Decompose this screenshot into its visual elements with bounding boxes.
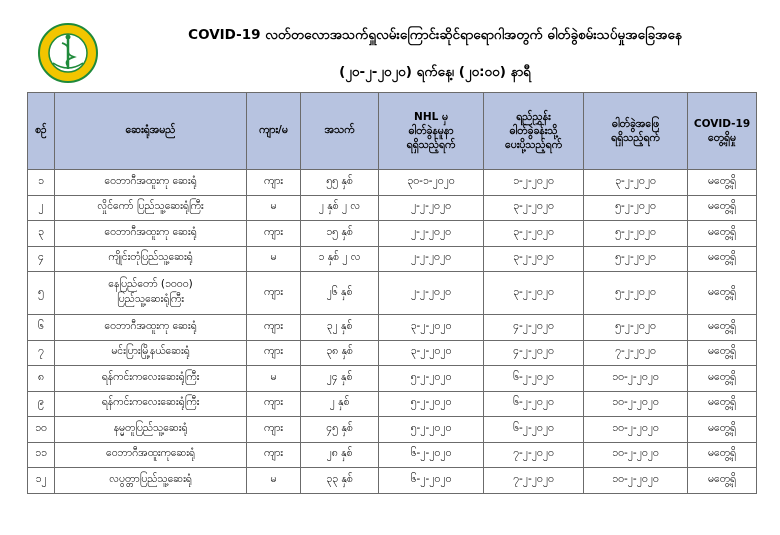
sent-date: ၄-၂-၂၀၂၀ xyxy=(484,340,584,366)
page-subtitle: (၂၀-၂-၂၀၂၀) ရက်နေ့၊ (၂၀:၀၀) နာရီ xyxy=(339,64,531,80)
covid-status: မတွေ့ရှိ xyxy=(688,246,757,272)
row-number: ၉ xyxy=(28,391,55,417)
age-cell: ၂၈ နှစ် xyxy=(301,442,379,468)
covid-status: မတွေ့ရှိ xyxy=(688,340,757,366)
nhl-received-date: ၃၀-၁-၂၀၂၀ xyxy=(379,170,484,196)
age-cell: ၃၃ နှစ် xyxy=(301,468,379,494)
hospital-name: လပွတ္တာပြည်သူ့ဆေးရုံ xyxy=(55,468,247,494)
covid-status: မတွေ့ရှိ xyxy=(688,417,757,443)
sent-date: ၆-၂-၂၀၂၀ xyxy=(484,391,584,417)
nhl-received-date: ၂-၂-၂၀၂၀ xyxy=(379,195,484,221)
result-date: ၅-၂-၂၀၂၀ xyxy=(584,195,688,221)
row-number: ၁ xyxy=(28,170,55,196)
sent-date: ၃-၂-၂၀၂၀ xyxy=(484,272,584,315)
hospital-name: နေပြည်တော် (၁၀၀၀) ပြည်သူ့ဆေးရုံကြီး xyxy=(55,272,247,315)
age-cell: ၄၅ နှစ် xyxy=(301,417,379,443)
result-date: ၁၀-၂-၂၀၂၀ xyxy=(584,417,688,443)
row-number: ၃ xyxy=(28,221,55,247)
covid-status: မတွေ့ရှိ xyxy=(688,221,757,247)
sex-cell: ကျား xyxy=(247,391,301,417)
sex-cell: ကျား xyxy=(247,170,301,196)
nhl-received-date: ၅-၂-၂၀၂၀ xyxy=(379,417,484,443)
sent-date: ၇-၂-၂၀၂၀ xyxy=(484,468,584,494)
nhl-received-date: ၅-၂-၂၀၂၀ xyxy=(379,391,484,417)
result-date: ၅-၂-၂၀၂၀ xyxy=(584,272,688,315)
hospital-name: ကျိုင်းတုံပြည်သူ့ဆေးရုံ xyxy=(55,246,247,272)
age-cell: ၂ နှစ် xyxy=(301,391,379,417)
row-number: ၂ xyxy=(28,195,55,221)
sex-cell: မ xyxy=(247,195,301,221)
sent-date: ၃-၂-၂၀၂၀ xyxy=(484,195,584,221)
table-row xyxy=(28,442,757,468)
sent-date: ၄-၂-၂၀၂၀ xyxy=(484,315,584,341)
table-row xyxy=(28,315,757,341)
covid-status: မတွေ့ရှိ xyxy=(688,170,757,196)
nhl-received-date: ၅-၂-၂၀၂၀ xyxy=(379,366,484,392)
hospital-name: ဝေဘာဂီအထူးကု ဆေးရုံ xyxy=(55,170,247,196)
sex-cell: ကျား xyxy=(247,340,301,366)
header-nhl-received: NHL မှ ဓါတ်ခွဲနမူနာ ရရှိသည့်ရက် xyxy=(379,93,484,170)
row-number: ၁၂ xyxy=(28,468,55,494)
table-row xyxy=(28,246,757,272)
header-hospital: ဆေးရုံအမည် xyxy=(55,93,247,170)
hospital-name: နမ္မတူပြည်သူ့ဆေးရုံ xyxy=(55,417,247,443)
hospital-name: မင်းပြားမြို့နယ်ဆေးရုံ xyxy=(55,340,247,366)
covid-status: မတွေ့ရှိ xyxy=(688,442,757,468)
age-cell: ၂၄ နှစ် xyxy=(301,366,379,392)
row-number: ၄ xyxy=(28,246,55,272)
table-row xyxy=(28,272,757,315)
age-cell: ၂ နှစ် ၂ လ xyxy=(301,195,379,221)
ministry-logo xyxy=(38,23,98,83)
header-sent-date: ရည်ညွှန်း ဓါတ်ခွဲခန်းသို့ ပေးပို့သည့်ရက် xyxy=(484,93,584,170)
covid-status: မတွေ့ရှိ xyxy=(688,468,757,494)
row-number: ၈ xyxy=(28,366,55,392)
nhl-received-date: ၂-၂-၂၀၂၀ xyxy=(379,272,484,315)
result-date: ၃-၂-၂၀၂၀ xyxy=(584,170,688,196)
sex-cell: ကျား xyxy=(247,272,301,315)
table-row xyxy=(28,195,757,221)
sex-cell: ကျား xyxy=(247,442,301,468)
result-date: ၁၀-၂-၂၀၂၀ xyxy=(584,442,688,468)
table-row xyxy=(28,391,757,417)
result-date: ၇-၂-၂၀၂၀ xyxy=(584,340,688,366)
covid-status: မတွေ့ရှိ xyxy=(688,195,757,221)
age-cell: ၅၅ နှစ် xyxy=(301,170,379,196)
covid-status: မတွေ့ရှိ xyxy=(688,272,757,315)
covid-status: မတွေ့ရှိ xyxy=(688,391,757,417)
hospital-name: ရန်ကင်းကလေးဆေးရုံကြီး xyxy=(55,366,247,392)
nhl-received-date: ၆-၂-၂၀၂၀ xyxy=(379,468,484,494)
row-number: ၅ xyxy=(28,272,55,315)
age-cell: ၁ နှစ် ၂ လ xyxy=(301,246,379,272)
covid-status: မတွေ့ရှိ xyxy=(688,366,757,392)
age-cell: ၁၅ နှစ် xyxy=(301,221,379,247)
sex-cell: ကျား xyxy=(247,221,301,247)
result-date: ၅-၂-၂၀၂၀ xyxy=(584,246,688,272)
nhl-received-date: ၆-၂-၂၀၂၀ xyxy=(379,442,484,468)
sent-date: ၇-၂-၂၀၂၀ xyxy=(484,442,584,468)
sex-cell: မ xyxy=(247,246,301,272)
hospital-name: ဝေဘာဂီအထူးကုဆေးရုံ xyxy=(55,442,247,468)
table-row xyxy=(28,468,757,494)
age-cell: ၃၂ နှစ် xyxy=(301,315,379,341)
row-number: ၇ xyxy=(28,340,55,366)
result-date: ၁၀-၂-၂၀၂၀ xyxy=(584,366,688,392)
sent-date: ၃-၂-၂၀၂၀ xyxy=(484,246,584,272)
header-age: အသက် xyxy=(301,93,379,170)
result-date: ၁၀-၂-၂၀၂၀ xyxy=(584,391,688,417)
page-title: COVID-19 လတ်တလောအသက်ရှူလမ်းကြောင်းဆိုင်ရာရောဂါအတွက် ဓါတ်ခွဲစမ်းသပ်မှုအခြေအနေ xyxy=(188,27,682,43)
nhl-received-date: ၂-၂-၂၀၂၀ xyxy=(379,246,484,272)
nhl-received-date: ၃-၂-၂၀၂၀ xyxy=(379,340,484,366)
table-row xyxy=(28,221,757,247)
table-row xyxy=(28,366,757,392)
table-row xyxy=(28,170,757,196)
age-cell: ၃၈ နှစ် xyxy=(301,340,379,366)
hospital-name: ရန်ကင်းကလေးဆေးရုံကြီး xyxy=(55,391,247,417)
hospital-name: ဝေဘာဂီအထူးကု ဆေးရုံ xyxy=(55,315,247,341)
result-date: ၅-၂-၂၀၂၀ xyxy=(584,221,688,247)
row-number: ၆ xyxy=(28,315,55,341)
table-header-row xyxy=(28,93,757,170)
hospital-name: ဝေဘာဂီအထူးကု ဆေးရုံ xyxy=(55,221,247,247)
sex-cell: မ xyxy=(247,366,301,392)
table-row xyxy=(28,417,757,443)
sent-date: ၃-၂-၂၀၂၀ xyxy=(484,221,584,247)
sent-date: ၆-၂-၂၀၂၀ xyxy=(484,366,584,392)
result-date: ၅-၂-၂၀၂၀ xyxy=(584,315,688,341)
table-row xyxy=(28,340,757,366)
header-result-date: ဓါတ်ခွဲအဖြေ ရရှိသည့်ရက် xyxy=(584,93,688,170)
row-number: ၁၀ xyxy=(28,417,55,443)
test-results-table xyxy=(27,92,757,494)
age-cell: ၂၆ နှစ် xyxy=(301,272,379,315)
nhl-received-date: ၂-၂-၂၀၂၀ xyxy=(379,221,484,247)
covid-status: မတွေ့ရှိ xyxy=(688,315,757,341)
sent-date: ၆-၂-၂၀၂၀ xyxy=(484,417,584,443)
sent-date: ၁-၂-၂၀၂၀ xyxy=(484,170,584,196)
sex-cell: ကျား xyxy=(247,417,301,443)
sex-cell: ကျား xyxy=(247,315,301,341)
result-date: ၁၀-၂-၂၀၂၀ xyxy=(584,468,688,494)
sex-cell: မ xyxy=(247,468,301,494)
header-sex: ကျား/မ xyxy=(247,93,301,170)
nhl-received-date: ၃-၂-၂၀၂၀ xyxy=(379,315,484,341)
hospital-name: လှိုင်ကော် ပြည်သူ့ဆေးရုံကြီး xyxy=(55,195,247,221)
header-no: စဉ် xyxy=(28,93,55,170)
header-covid-found: COVID-19 တွေ့ရှိမှု xyxy=(688,93,757,170)
row-number: ၁၁ xyxy=(28,442,55,468)
